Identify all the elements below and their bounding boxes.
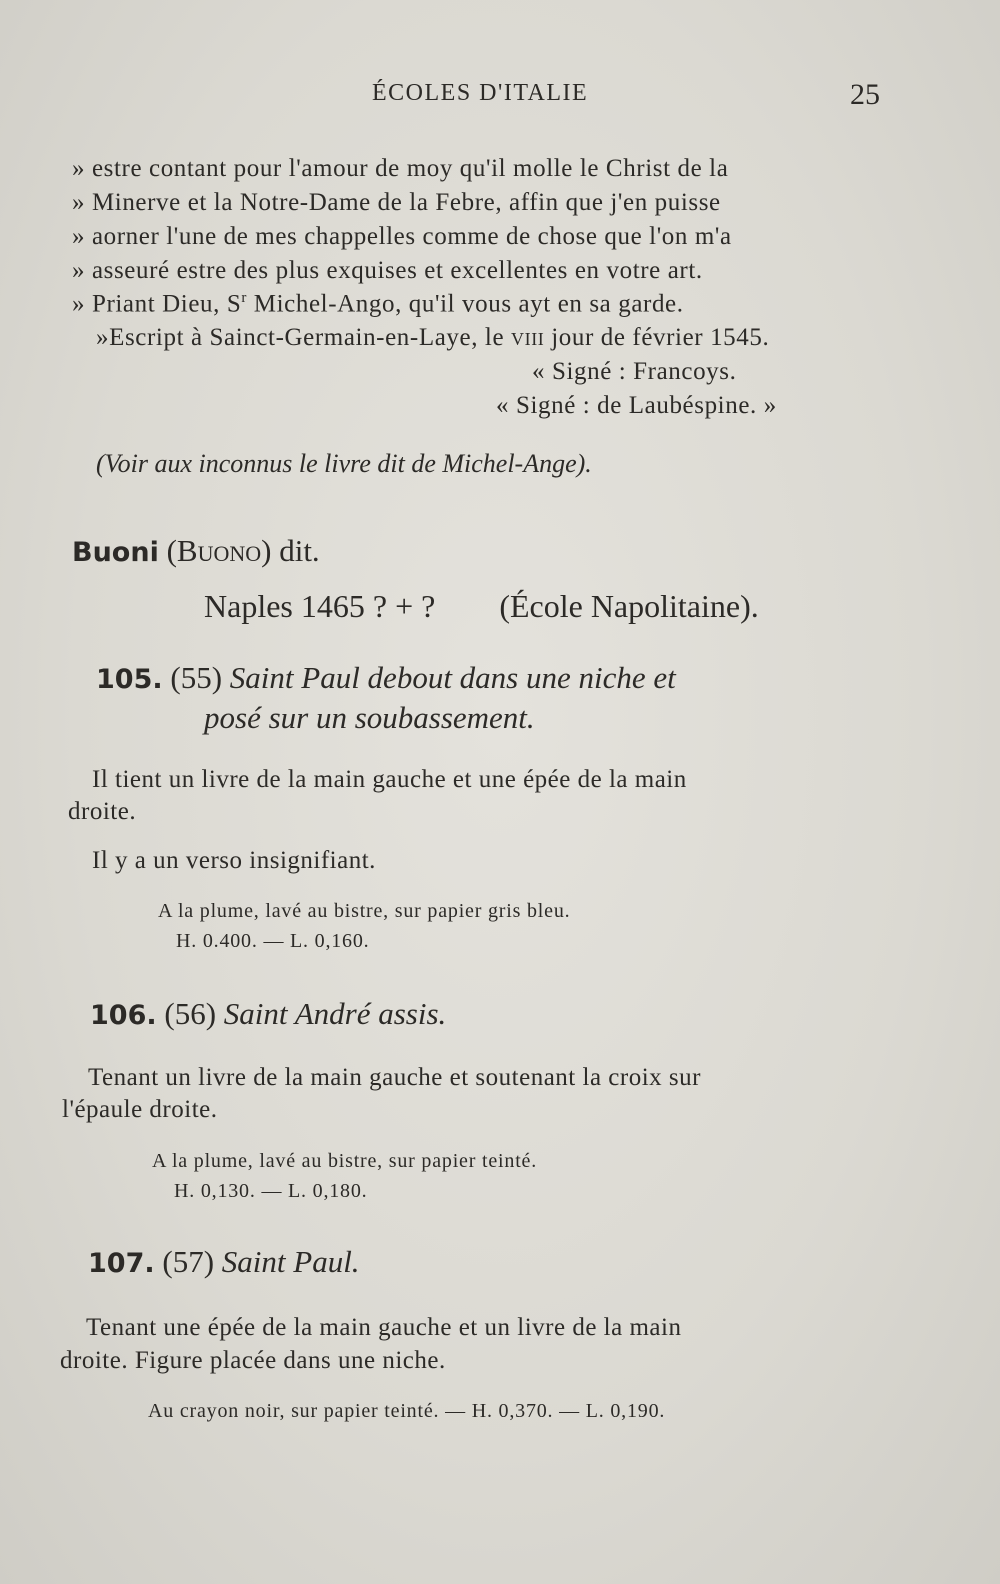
artist-alias: (Buono) <box>166 533 272 568</box>
entry-number: 107. <box>88 1248 155 1279</box>
entry-title: Saint Paul. <box>221 1244 360 1279</box>
letter-line: » Minerve et la Notre-Dame de la Febre, affin que j'en puisse <box>72 189 721 216</box>
technique-and-dimensions: Au crayon noir, sur papier teinté. — H. 0,370. — L. 0,190. <box>148 1400 666 1422</box>
letter-line: » aorner l'une de mes chappelles comme de chose que l'on m'a <box>72 223 732 250</box>
signature-francoys: « Signé : Francoys. <box>532 358 737 385</box>
dimensions: H. 0.400. — L. 0,160. <box>176 930 370 952</box>
roman-day: viii <box>511 324 545 351</box>
entry-description: Il y a un verso insignifiant. <box>92 847 376 874</box>
letter-line: » asseuré estre des plus exquises et excellentes en votre art. <box>72 257 703 284</box>
artist-dit: dit. <box>271 533 320 568</box>
technique-note: A la plume, lavé au bistre, sur papier gris bleu. <box>158 900 571 922</box>
entry-description: Il tient un livre de la main gauche et une épée de la main <box>92 766 687 793</box>
letter-line-start: » Priant Dieu, S <box>72 290 242 318</box>
letter-line-rest: jour de février 1545. <box>544 324 770 351</box>
artist-heading <box>72 533 320 569</box>
letter-line-rest: Michel-Ango, qu'il vous ayt en sa garde. <box>246 290 684 318</box>
entry-title-continued: posé sur un soubassement. <box>204 700 535 735</box>
entry-number: 106. <box>90 1000 157 1031</box>
entry-title: Saint André assis. <box>223 996 447 1031</box>
dimensions: H. 0,130. — L. 0,180. <box>174 1180 368 1202</box>
superscript-r: r <box>241 290 247 306</box>
signature-laubespine: « Signé : de Laubéspine. » <box>496 392 777 419</box>
entry-inventory: (56) <box>164 996 217 1031</box>
entry-title: Saint Paul debout dans une niche et <box>229 660 676 695</box>
artist-school: (École Napolitaine). <box>499 588 759 624</box>
entry-heading <box>90 996 446 1032</box>
technique-note: A la plume, lavé au bistre, sur papier teinté. <box>152 1150 538 1172</box>
entry-description: Tenant un livre de la main gauche et soutenant la croix sur <box>88 1064 701 1091</box>
entry-heading <box>88 1244 360 1280</box>
letter-line <box>96 324 769 352</box>
entry-inventory: (55) <box>170 660 223 695</box>
running-head: ÉCOLES D'ITALIE <box>372 80 589 106</box>
letter-line: » estre contant pour l'amour de moy qu'il molle le Christ de la <box>72 155 729 182</box>
page-number: 25 <box>850 78 880 111</box>
entry-description: droite. Figure placée dans une niche. <box>60 1347 446 1374</box>
cross-reference: (Voir aux inconnus le livre dit de Michel-Ange). <box>96 449 592 478</box>
artist-place-dates: Naples 1465 ? + ? <box>204 588 436 624</box>
letter-line-start: »Escript à Sainct-Germain-en-Laye, le <box>96 324 511 351</box>
entry-description: l'épaule droite. <box>62 1096 218 1123</box>
entry-inventory: (57) <box>162 1244 215 1279</box>
entry-description: droite. <box>68 798 137 825</box>
artist-name: Buoni <box>72 537 159 568</box>
entry-heading <box>96 660 676 696</box>
entry-number: 105. <box>96 664 163 695</box>
artist-info <box>204 588 759 625</box>
entry-description: Tenant une épée de la main gauche et un livre de la main <box>86 1314 682 1341</box>
letter-line <box>72 290 684 318</box>
